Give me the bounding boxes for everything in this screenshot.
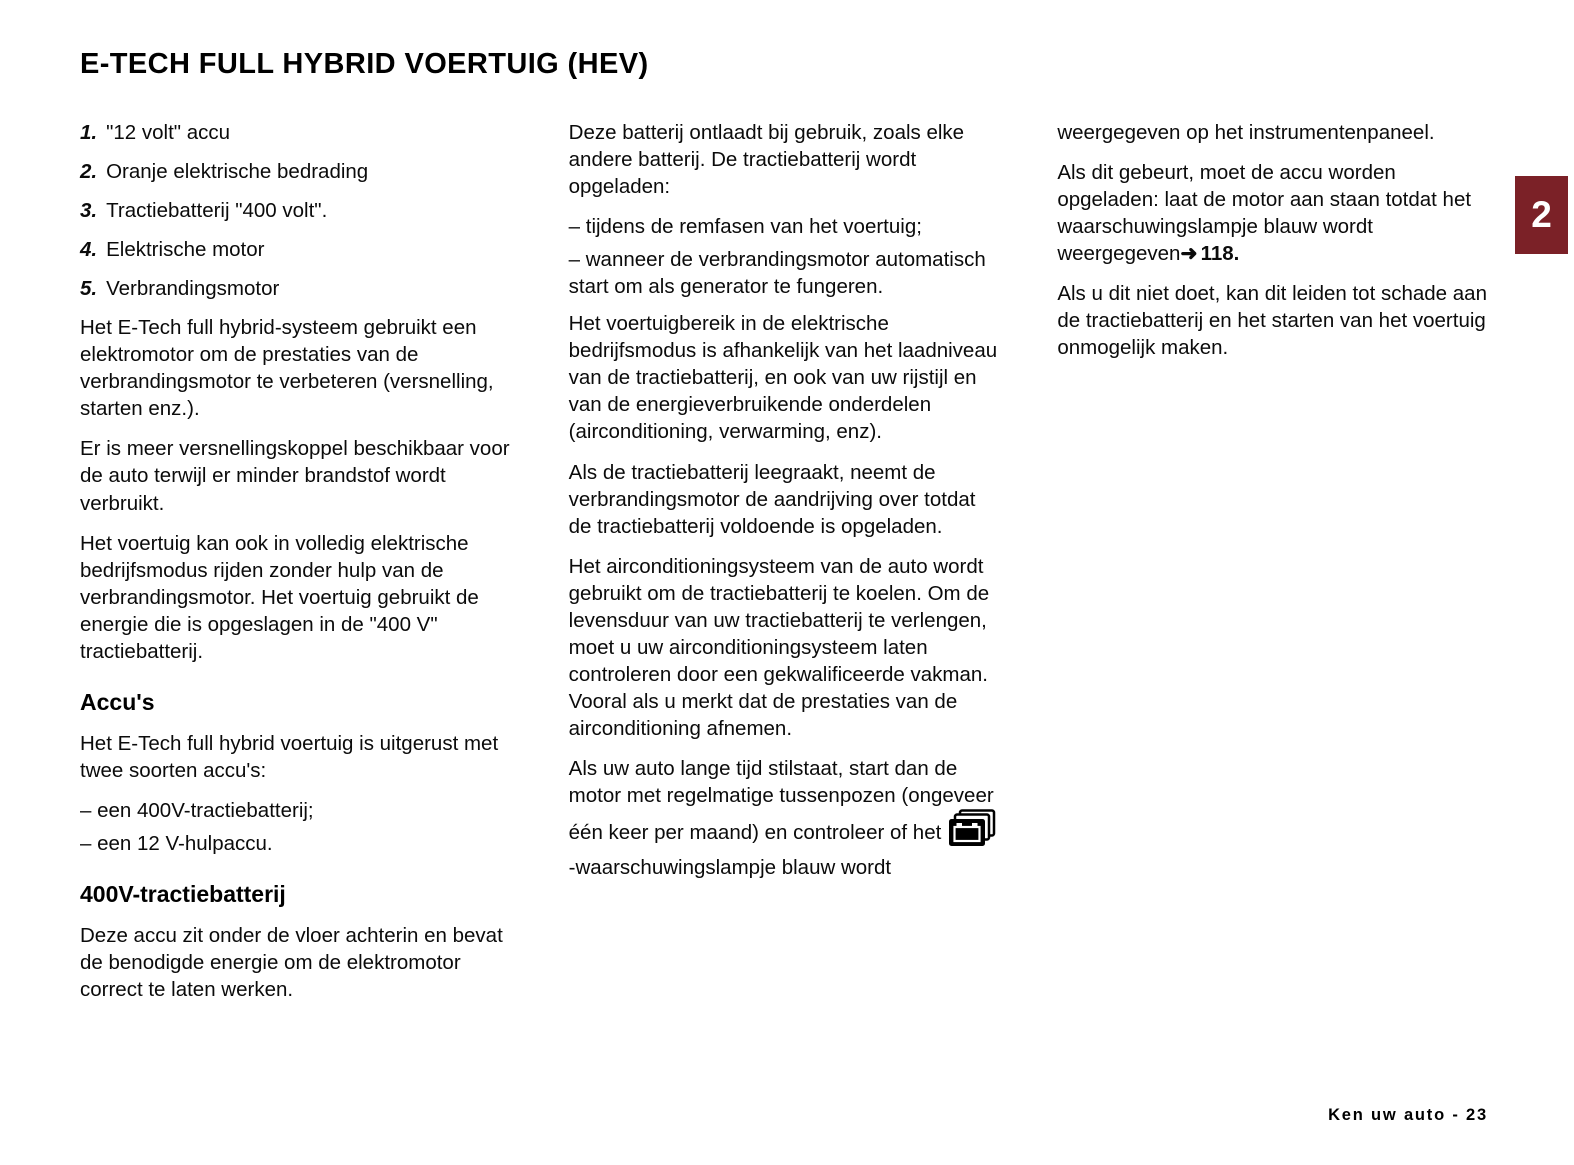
legend-text: Tractiebatterij "400 volt". <box>106 199 328 223</box>
legend-number: 5. <box>80 277 98 301</box>
paragraph: Als u dit niet doet, kan dit leiden tot schade aan de tractiebatterij en het starten van het voertuig onmogelijk maken. <box>1057 282 1487 360</box>
legend-number: 3. <box>80 199 98 223</box>
paragraph-text: -waarschuwingslampje blauw wordt <box>568 856 892 880</box>
goto-arrow-icon: ➜ <box>1180 242 1198 266</box>
legend-item <box>80 236 513 263</box>
chapter-tab <box>1515 176 1568 254</box>
bullet-item: – een 12 V-hulpaccu. <box>80 831 273 855</box>
section-heading-accus: Accu's <box>80 688 155 715</box>
legend-number: 1. <box>80 121 98 144</box>
paragraph-with-icon <box>569 755 1002 881</box>
bullet-item: – tijdens de remfasen van het voertuig; <box>568 215 922 239</box>
paragraph-text: Als uw auto lange tijd stilstaat, start dan de motor met regelmatige tussenpozen (ongeveer één keer per maand) en controleer of het <box>568 756 994 845</box>
paragraph: Er is meer versnellingskoppel beschikbaar voor de auto terwijl er minder brandstof wordt verbruikt. <box>80 437 510 515</box>
column-1 <box>80 119 513 1016</box>
paragraph: Deze batterij ontlaadt bij gebruik, zoals elke andere batterij. De tractiebatterij wordt opgeladen: <box>568 121 965 199</box>
legend-list <box>80 119 513 302</box>
paragraph: Het airconditioningsysteem van de auto wordt gebruikt om de tractiebatterij te koelen. Om de levensduur van uw tractiebatterij te verlengen, moet u uw airconditioningsysteem laten controleren door een gekwalificeerde vakman. Vooral als u merkt dat de prestaties van de airconditioning afnemen. <box>568 554 990 740</box>
paragraph: weergegeven op het instrumentenpaneel. <box>1057 121 1435 144</box>
legend-item <box>80 158 513 185</box>
column-2 <box>569 119 1002 1016</box>
battery-warning-icon <box>948 809 996 854</box>
legend-number: 4. <box>80 238 98 262</box>
legend-text: Verbrandingsmotor <box>106 277 280 301</box>
legend-text: "12 volt" accu <box>106 121 231 144</box>
chapter-number: 2 <box>1531 194 1552 235</box>
legend-text: Elektrische motor <box>106 238 265 262</box>
page-title: E-TECH FULL HYBRID VOERTUIG (HEV) <box>80 48 649 80</box>
paragraph: Het E-Tech full hybrid voertuig is uitgerust met twee soorten accu's: <box>80 731 499 782</box>
page-reference: 118. <box>1200 242 1240 266</box>
legend-number: 2. <box>80 160 98 184</box>
paragraph: Het E-Tech full hybrid-systeem gebruikt een elektromotor om de prestaties van de verbrandingsmotor te verbeteren (versnelling, starten enz.). <box>80 316 494 421</box>
legend-text: Oranje elektrische bedrading <box>106 160 369 184</box>
paragraph: Als de tractiebatterij leegraakt, neemt de verbrandingsmotor de aandrijving over totdat de tractiebatterij voldoende is opgeladen. <box>568 460 976 538</box>
legend-item <box>80 119 513 146</box>
bullet-item: – wanneer de verbrandingsmotor automatisch start om als generator te fungeren. <box>568 248 986 299</box>
paragraph: Het voertuig kan ook in volledig elektrische bedrijfsmodus rijden zonder hulp van de verbrandingsmotor. Het voertuig gebruikt de energie die is opgeslagen in de "400 V" tractiebatterij. <box>80 531 479 663</box>
page-footer: Ken uw auto - 23 <box>1328 1106 1488 1124</box>
bullet-list <box>80 797 513 857</box>
section-heading-traction-battery: 400V-tractiebatterij <box>80 880 286 907</box>
bullet-item: – een 400V-tractiebatterij; <box>80 798 314 822</box>
column-3 <box>1057 119 1490 1016</box>
legend-item <box>80 275 513 302</box>
paragraph: Het voertuigbereik in de elektrische bedrijfsmodus is afhankelijk van het laadniveau van de tractiebatterij, en ook van uw rijstijl en van de energieverbruikende onderdelen (airconditioning, verwarming, enz). <box>568 312 998 444</box>
bullet-list <box>569 213 1002 300</box>
legend-item <box>80 197 513 224</box>
paragraph: Deze accu zit onder de vloer achterin en bevat de benodigde energie om de elektromotor correct te laten werken. <box>80 923 503 1002</box>
paragraph-with-reference <box>1057 159 1490 267</box>
text-columns <box>80 119 1490 1016</box>
paragraph-text: Als dit gebeurt, moet de accu worden opgeladen: laat de motor aan staan totdat het waarschuwingslampje blauw wordt weergegeven <box>1057 161 1472 266</box>
